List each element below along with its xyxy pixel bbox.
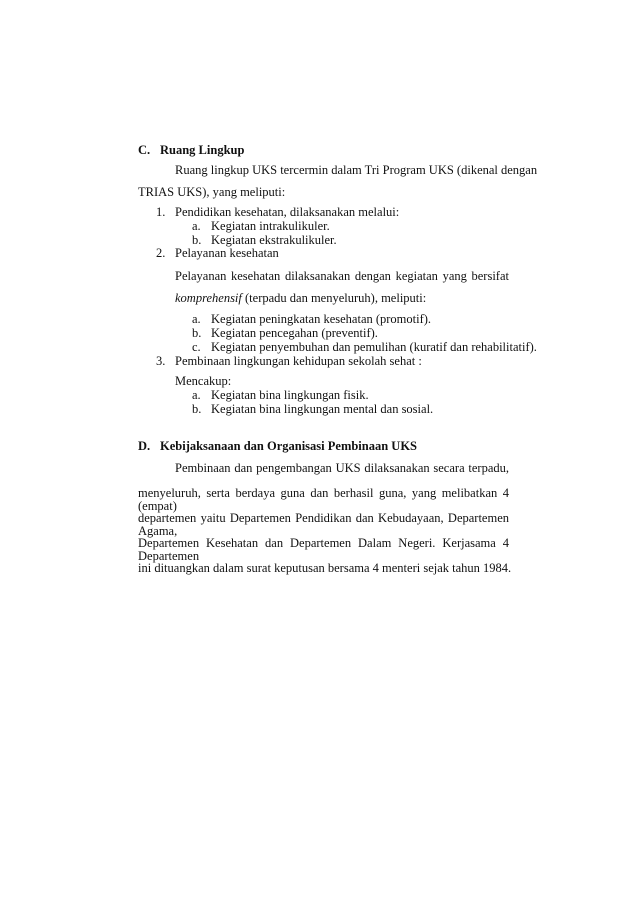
list-item-title: Pembinaan lingkungan kehidupan sekolah sehat : xyxy=(175,354,422,368)
sub-item-letter: b. xyxy=(192,402,202,416)
sub-item-letter: a. xyxy=(192,219,201,233)
section-d-heading: Kebijaksanaan dan Organisasi Pembinaan UKS xyxy=(160,439,418,453)
paragraph-line: Departemen Kesehatan dan Departemen Dalam Negeri. Kerjasama 4 Departemen xyxy=(138,536,509,563)
italic-term: komprehensif xyxy=(175,291,242,305)
paragraph-text: (terpadu dan menyeluruh), meliputi: xyxy=(241,291,427,305)
section-c-heading: Ruang Lingkup xyxy=(160,143,245,157)
section-c-letter: C. xyxy=(138,143,151,157)
paragraph-line: menyeluruh, serta berdaya guna dan berhasil guna, yang melibatkan 4 (empat) xyxy=(138,486,509,513)
paragraph-line xyxy=(175,292,426,305)
sub-item-letter: b. xyxy=(192,326,202,340)
list-item-number: 2. xyxy=(156,246,166,260)
list-item-number: 3. xyxy=(156,354,166,368)
sub-item-text: Kegiatan peningkatan kesehatan (promotif). xyxy=(211,312,432,326)
sub-item-letter: a. xyxy=(192,312,201,326)
paragraph-line: ini dituangkan dalam surat keputusan bersama 4 menteri sejak tahun 1984. xyxy=(138,561,512,575)
sub-item-text: Kegiatan bina lingkungan mental dan sosial. xyxy=(211,402,434,416)
list-item-title: Pendidikan kesehatan, dilaksanakan melalui: xyxy=(175,205,400,219)
sub-item-text: Kegiatan pencegahan (preventif). xyxy=(211,326,378,340)
paragraph-line: departemen yaitu Departemen Pendidikan dan Kebudayaan, Departemen Agama, xyxy=(138,511,509,538)
list-item-number: 1. xyxy=(156,205,166,219)
sub-item-text: Kegiatan penyembuhan dan pemulihan (kuratif dan rehabilitatif). xyxy=(211,340,537,354)
section-c-intro-line-2: TRIAS UKS), yang meliputi: xyxy=(138,185,286,199)
sub-item-text: Kegiatan bina lingkungan fisik. xyxy=(211,388,369,402)
sub-item-text: Kegiatan ekstrakulikuler. xyxy=(211,233,337,247)
paragraph-line: Mencakup: xyxy=(175,374,232,388)
paragraph-line: Pembinaan dan pengembangan UKS dilaksanakan secara terpadu, xyxy=(175,461,509,475)
section-c-intro-line-1: Ruang lingkup UKS tercermin dalam Tri Program UKS (dikenal dengan xyxy=(175,163,538,177)
sub-item-letter: b. xyxy=(192,233,202,247)
sub-item-letter: a. xyxy=(192,388,201,402)
list-item-title: Pelayanan kesehatan xyxy=(175,246,279,260)
sub-item-letter: c. xyxy=(192,340,201,354)
paragraph-line: Pelayanan kesehatan dilaksanakan dengan kegiatan yang bersifat xyxy=(175,269,509,283)
sub-item-text: Kegiatan intrakulikuler. xyxy=(211,219,330,233)
section-d-letter: D. xyxy=(138,439,151,453)
